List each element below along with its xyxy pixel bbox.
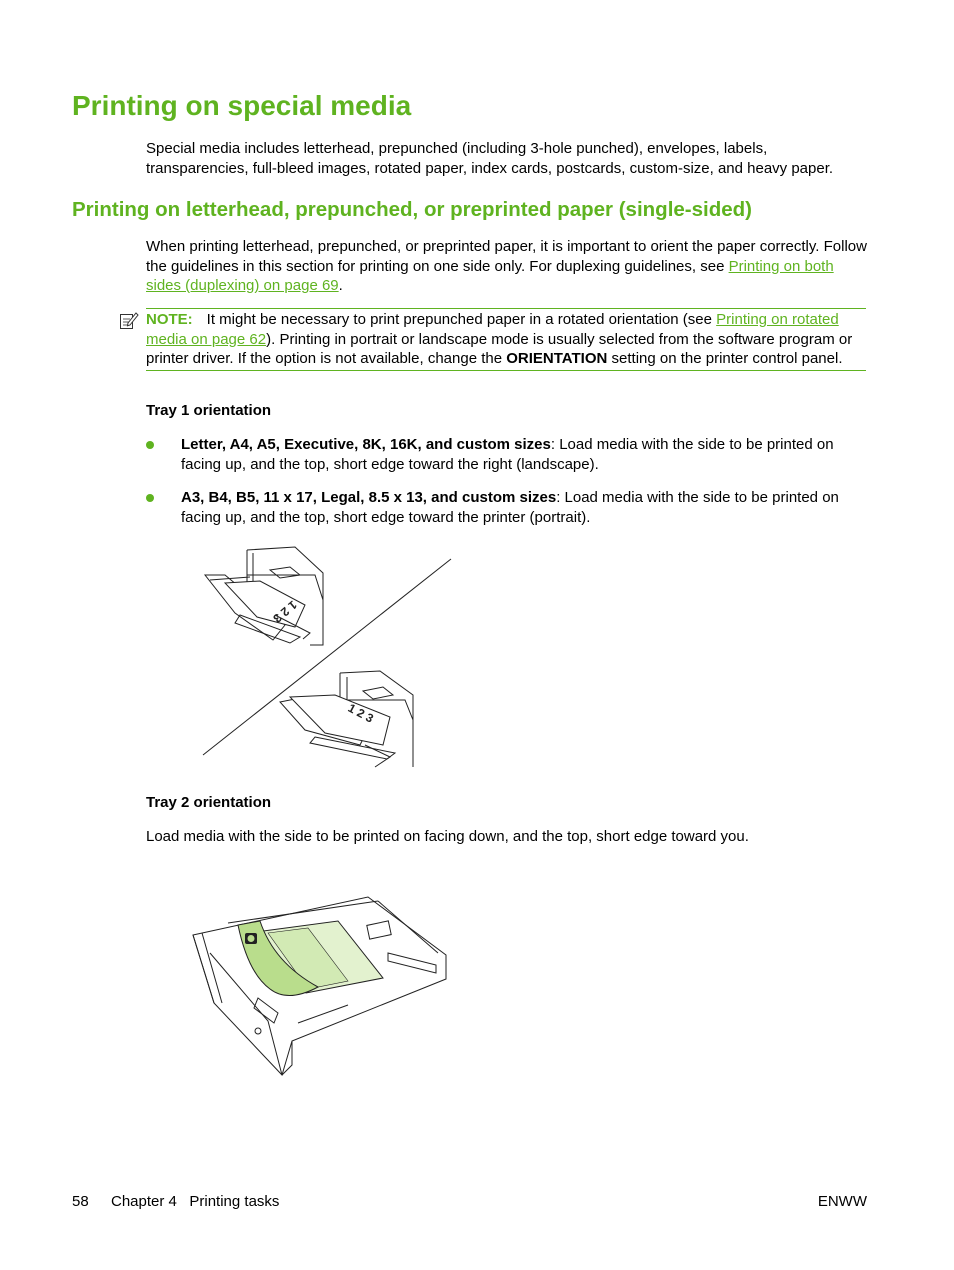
- section-heading: Printing on letterhead, prepunched, or preprinted paper (single-sided): [72, 198, 752, 221]
- tray1-heading: Tray 1 orientation: [146, 402, 272, 419]
- duplexing-link[interactable]: Printing on both sides (duplexing) on page 69: [146, 257, 834, 294]
- footer-page-number: 58: [72, 1193, 89, 1210]
- note-label: NOTE:: [146, 311, 193, 328]
- tray1-bullet-1: [146, 435, 868, 474]
- lower-paper-label: 1 2 3: [345, 700, 376, 726]
- footer-chapter: Chapter 4 Printing tasks: [111, 1193, 280, 1210]
- note-text-2: ). Printing in portrait or landscape mode is usually selected from the software program or printer driver. If the option is not available, change the: [146, 330, 853, 367]
- upper-paper-label: 1 2 3: [270, 597, 300, 626]
- tray2-orientation-illustration: [188, 893, 453, 1083]
- tray2-paragraph: Load media with the side to be printed on facing down, and the top, short edge toward you.: [146, 828, 749, 845]
- note-text-3: setting on the printer control panel.: [607, 350, 843, 367]
- bullet-icon: [146, 494, 154, 502]
- section-paragraph-end: .: [338, 277, 343, 294]
- rotated-media-link[interactable]: Printing on rotated media on page 62: [146, 311, 839, 348]
- note-box: [146, 308, 866, 371]
- orientation-setting: ORIENTATION: [506, 350, 608, 367]
- intro-paragraph: Special media includes letterhead, prepunched (including 3-hole punched), envelopes, labels, transparencies, full-bleed images, rotated paper, index cards, postcards, custom-size, and heavy paper.: [146, 140, 834, 177]
- bullet-2-text: : Load media with the side to be printed on facing up, and the top, short edge toward the printer (portrait).: [181, 489, 839, 526]
- note-pencil-icon: [119, 311, 139, 331]
- bullet-2-bold: A3, B4, B5, 11 x 17, Legal, 8.5 x 13, and custom sizes: [181, 489, 557, 506]
- bullet-1-bold: Letter, A4, A5, Executive, 8K, 16K, and custom sizes: [181, 436, 551, 453]
- bullet-icon: [146, 441, 154, 449]
- tray1-bullet-2: [146, 488, 868, 527]
- section-paragraph-text: When printing letterhead, prepunched, or preprinted paper, it is important to orient the paper correctly. Follow the guidelines in this section for printing on one side only. For duplexing guidelines, see: [146, 238, 867, 275]
- footer-right: ENWW: [817, 1193, 867, 1210]
- bullet-1-text: : Load media with the side to be printed on facing up, and the top, short edge toward the right (landscape).: [181, 436, 834, 473]
- page-title: Printing on special media: [72, 90, 412, 121]
- tray1-orientation-illustration: [195, 545, 460, 775]
- section-paragraph: [146, 237, 868, 296]
- tray2-heading: Tray 2 orientation: [146, 794, 272, 811]
- note-text-1: It might be necessary to print prepunched paper in a rotated orientation (see: [206, 311, 717, 328]
